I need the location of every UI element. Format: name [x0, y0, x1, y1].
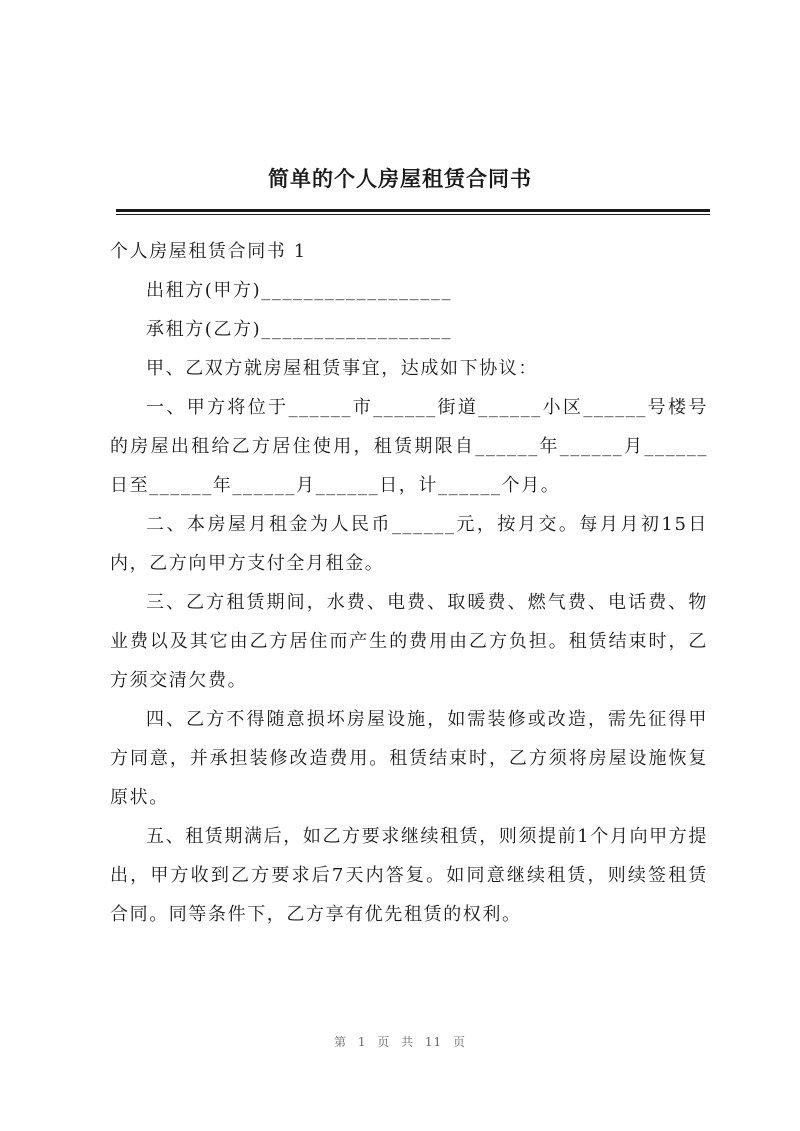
clause-3: 三、乙方租赁期间，水费、电费、取暖费、燃气费、电话费、物业费以及其它由乙方居住而产生的费用由乙方负担。租赁结束时，乙方须交清欠费。	[110, 592, 708, 691]
document-title: 简单的个人房屋租赁合同书	[268, 166, 532, 191]
clause-1: 一、甲方将位于______市______街道______小区______号楼号的房屋出租给乙方居住使用，租赁期限自______年______月______日至______年______月______日，计______个月。	[110, 397, 708, 496]
section-heading: 个人房屋租赁合同书 1	[110, 241, 307, 262]
document-body	[110, 232, 708, 934]
clause-5: 五、租赁期满后，如乙方要求继续租赁，则须提前1个月向甲方提出，甲方收到乙方要求后7天内答复。如同意继续租赁，则续签租赁合同。同等条件下，乙方享有优先租赁的权利。	[110, 826, 708, 925]
title-divider-thin	[116, 214, 710, 215]
clause-4: 四、乙方不得随意损坏房屋设施，如需装修或改造，需先征得甲方同意，并承担装修改造费用。租赁结束时，乙方须将房屋设施恢复原状。	[110, 709, 708, 808]
lessee-line: 承租方(乙方)__________________	[146, 319, 453, 340]
page-footer: 第 1 页 共 11 页	[334, 1035, 466, 1049]
title-divider-thick	[116, 209, 710, 212]
agreement-intro: 甲、乙双方就房屋租赁事宜，达成如下协议：	[146, 358, 538, 379]
lessor-line: 出租方(甲方)__________________	[146, 280, 453, 301]
clause-2: 二、本房屋月租金为人民币______元，按月交。每月月初15日内，乙方向甲方支付全月租金。	[110, 514, 708, 574]
